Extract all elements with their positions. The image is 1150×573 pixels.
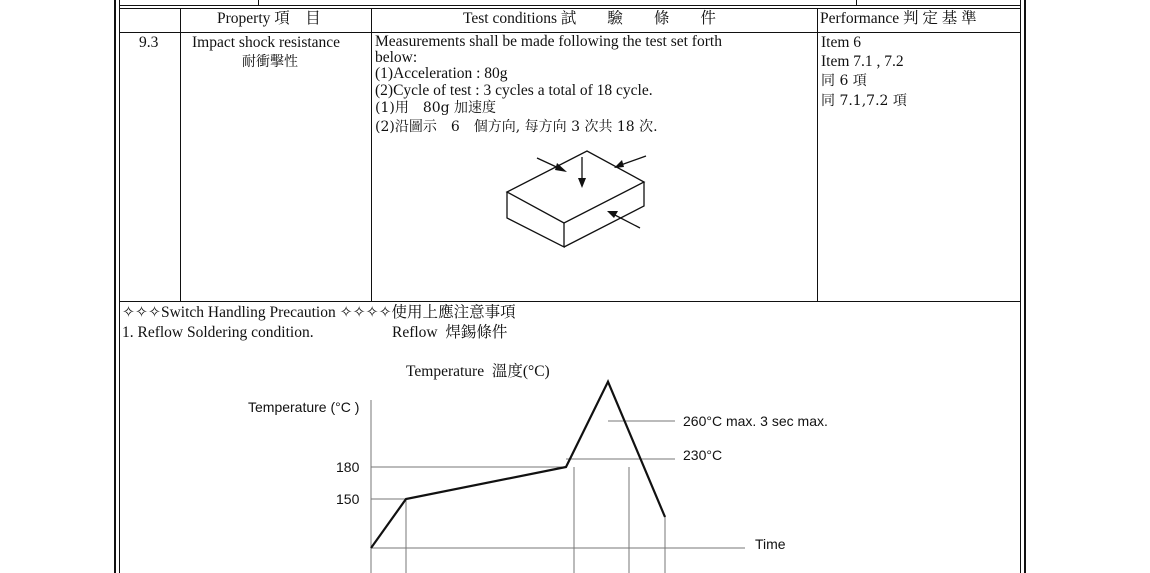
col-divider-2 — [371, 8, 372, 302]
temperature-profile-series — [371, 382, 665, 548]
col-divider-3 — [817, 8, 818, 302]
frame-left-outer — [114, 0, 116, 573]
header-top-line — [119, 8, 1021, 9]
block-top-face — [507, 151, 644, 223]
header-property: Property 項 目 — [217, 10, 321, 27]
condition-line: (1)用 80g 加速度 — [375, 100, 497, 116]
arrow-side-shaft — [611, 213, 640, 228]
arrowhead-side — [607, 211, 618, 218]
frame-right-outer — [1024, 0, 1026, 573]
reflow-item-en: 1. Reflow Soldering condition. — [122, 324, 314, 341]
arrowhead-right — [614, 160, 624, 168]
y-tick-150: 150 — [336, 491, 360, 507]
frame-right-inner — [1020, 0, 1021, 573]
block-front-face — [507, 192, 564, 247]
condition-line: below: — [375, 49, 418, 66]
header-test-conditions: Test conditions 試 驗 條 件 — [463, 10, 716, 27]
property-en: Impact shock resistance — [192, 34, 341, 51]
condition-line: (2)Cycle of test : 3 cycles a total of 18 cycle. — [375, 82, 653, 99]
frame-left-inner — [119, 0, 120, 573]
performance-line: Item 7.1 , 7.2 — [821, 53, 904, 70]
level-230-annotation: 230°C — [683, 447, 723, 463]
condition-line: Measurements shall be made following the test set forth — [375, 33, 722, 50]
condition-line: (2)沿圖示 6 個方向, 每方向 3 次共 18 次. — [375, 119, 658, 135]
performance-line: Item 6 — [821, 34, 862, 51]
peak-annotation: 260°C max. 3 sec max. — [683, 413, 828, 429]
performance-line: 同 7.1,7.2 項 — [821, 93, 907, 109]
header-performance: Performance 判 定 基 準 — [820, 10, 977, 27]
y-axis-label: Temperature (°C ) — [248, 399, 360, 415]
block-side-face — [564, 182, 644, 247]
y-tick-180: 180 — [336, 459, 360, 475]
prev-row-divider-1 — [258, 0, 259, 6]
row-number: 9.3 — [139, 34, 159, 51]
arrowhead-left — [555, 163, 567, 172]
condition-line: (1)Acceleration : 80g — [375, 65, 508, 82]
arrow-left-shaft — [537, 158, 563, 170]
property-zh: 耐衝擊性 — [242, 54, 298, 70]
table-bottom-line — [119, 301, 1021, 302]
prev-row-divider-2 — [856, 0, 857, 6]
col-divider-1 — [180, 8, 181, 302]
prev-row-bottom — [119, 5, 1021, 6]
chart-heading: Temperature 溫度(°C) — [406, 363, 550, 380]
x-axis-label: Time — [755, 536, 786, 552]
precaution-title: ✧✧✧Switch Handling Precaution ✧✧✧✧使用上應注意事項 — [122, 304, 516, 321]
performance-line: 同 6 項 — [821, 73, 867, 89]
arrow-right-shaft — [618, 156, 646, 166]
reflow-item-zh: Reflow 焊錫條件 — [392, 324, 508, 341]
arrowhead-top — [578, 178, 586, 188]
